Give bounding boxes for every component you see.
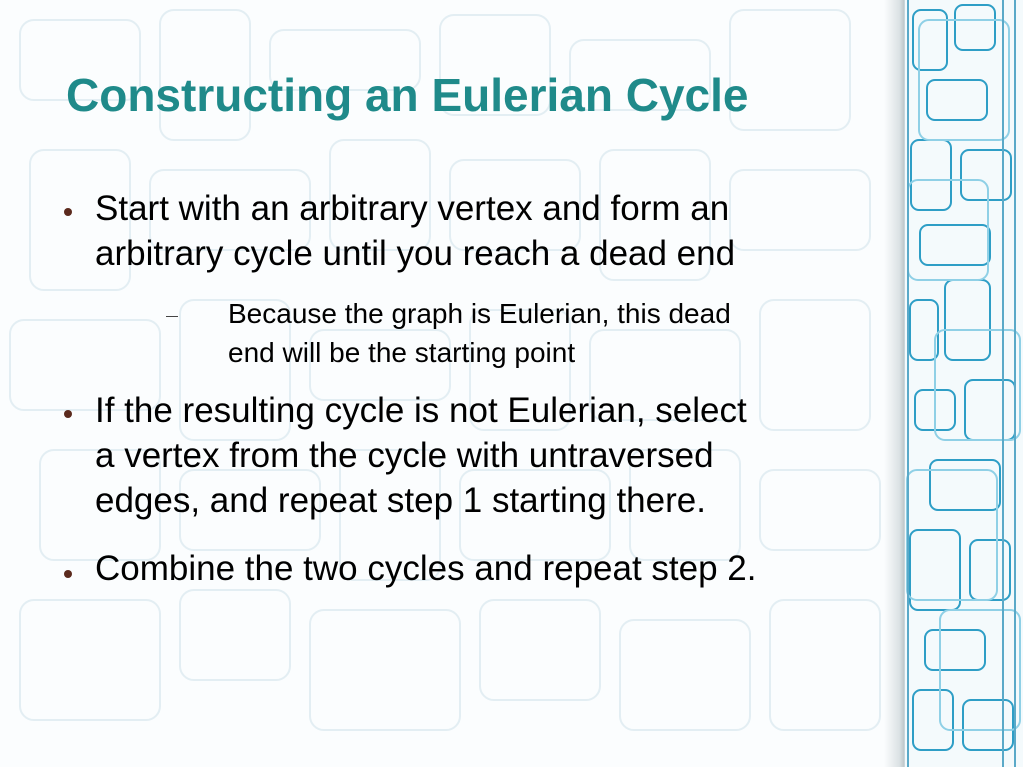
sub-bullet-line: Because the graph is Eulerian, this dead (228, 298, 731, 329)
bullet-line: a vertex from the cycle with untraversed (95, 436, 714, 475)
bullet-line: Start with an arbitrary vertex and form an (95, 189, 730, 228)
bullet-line: edges, and repeat step 1 starting there. (95, 481, 706, 520)
sub-bullet-item-1 (228, 294, 888, 372)
circuit-decoration (905, 0, 1023, 767)
bullet-dot-icon (64, 208, 72, 216)
decorative-side-panel (904, 0, 1023, 767)
bullet-line: arbitrary cycle until you reach a dead end (95, 234, 736, 273)
slide-title: Constructing an Eulerian Cycle (66, 69, 749, 121)
bullet-line: If the resulting cycle is not Eulerian, select (95, 391, 747, 430)
bullet-item-3 (95, 546, 885, 591)
bullet-dot-icon (64, 410, 72, 418)
bullet-line: Combine the two cycles and repeat step 2. (95, 549, 757, 588)
bullet-item-2 (95, 388, 885, 523)
bullet-dot-icon (64, 570, 72, 578)
bullet-item-1 (95, 186, 885, 276)
dash-icon (166, 316, 178, 317)
sub-bullet-line: end will be the starting point (228, 337, 576, 368)
side-panel-shadow (884, 0, 906, 767)
